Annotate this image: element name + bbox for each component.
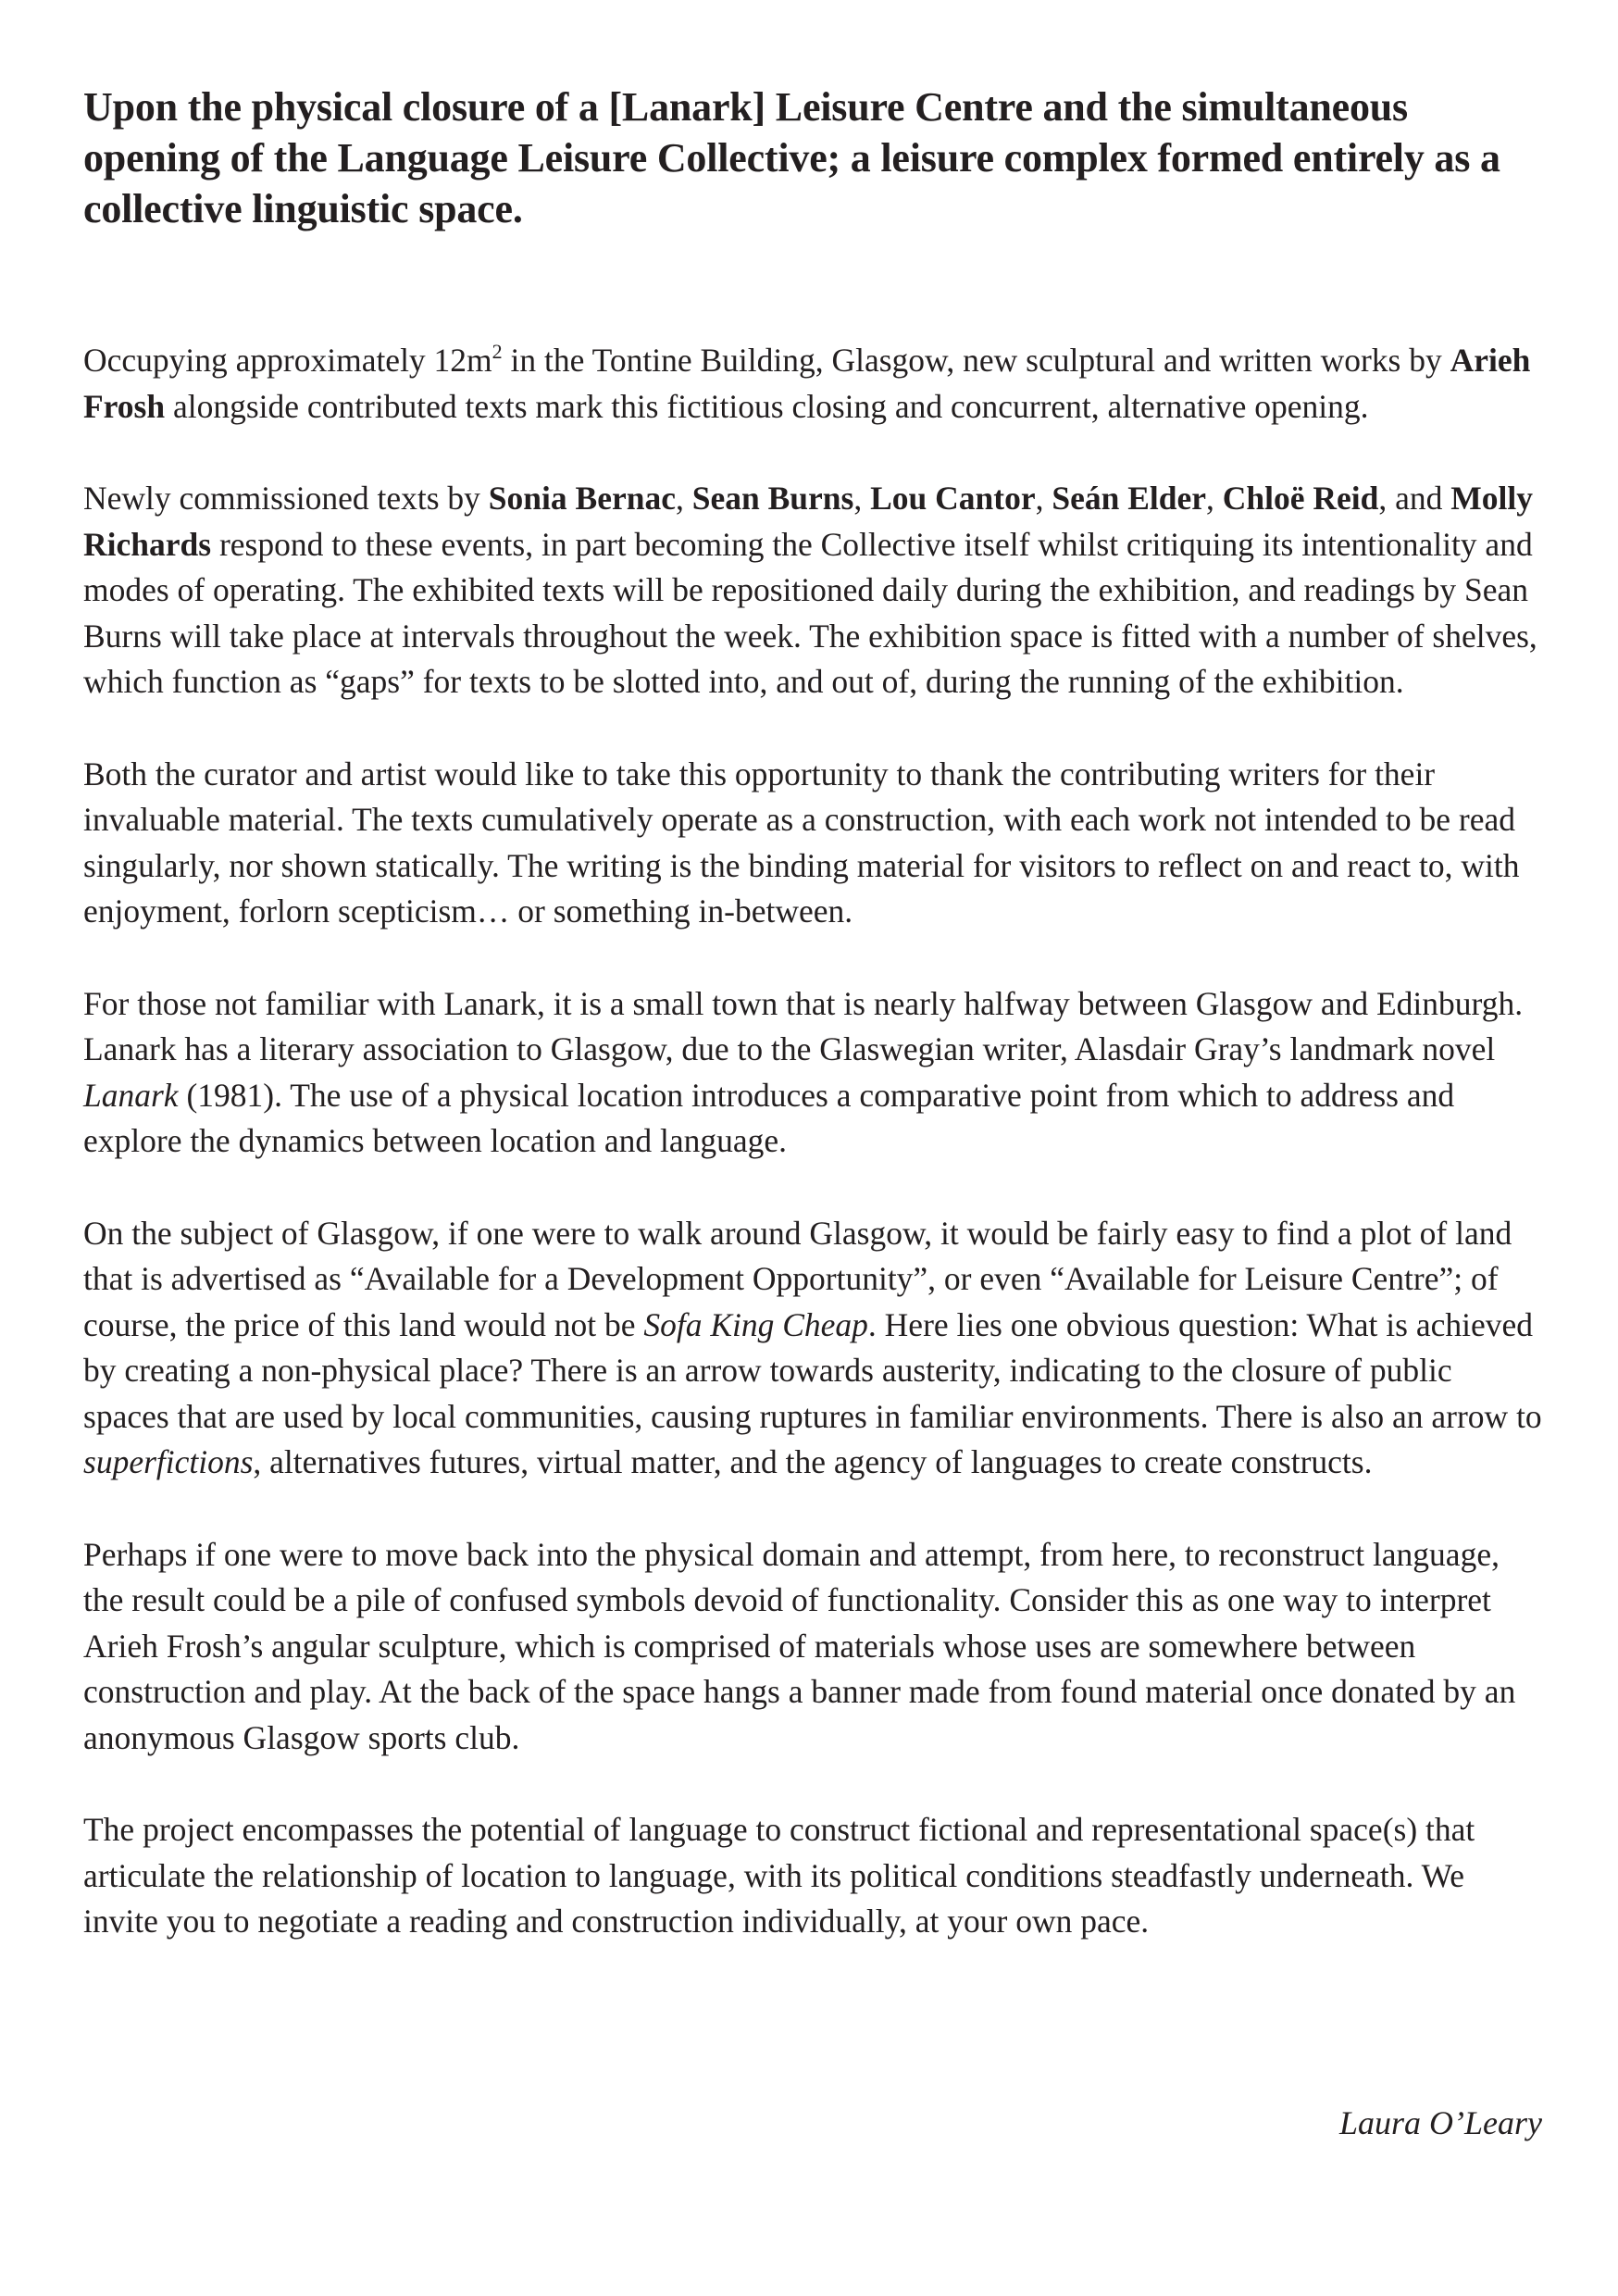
paragraph-text: For those not familiar with Lanark, it is a small town that is nearly halfway between Glasgow and Edinburgh. Lanark has a literary association to Glasgow, due to the Glaswegian writer, Alasdair Gray’s landmark novel xyxy=(83,984,1524,1067)
document-page xyxy=(83,81,1546,1991)
paragraph-text: , alternatives futures, virtual matter, and the agency of languages to create constructs. xyxy=(253,1443,1373,1480)
artist-name: Arieh Frosh xyxy=(83,342,1531,425)
paragraph-project: The project encompasses the potential of language to construct fictional and representational space(s) that articulate the relationship of location to language, with its political conditions steadfastly underneath. We invite you to negotiate a reading and construction individually, at your own pace. xyxy=(83,1811,1475,1940)
paragraph-text: alongside contributed texts mark this fictitious closing and concurrent, alternative opening. xyxy=(165,387,1369,425)
separator: , xyxy=(853,480,871,517)
author-signature: Laura O’Leary xyxy=(1338,2104,1542,2141)
novel-title: Lanark xyxy=(83,1076,179,1114)
paragraph-glasgow xyxy=(83,1211,1546,1486)
writer-name: Lou Cantor xyxy=(870,480,1036,517)
writer-name: Sonia Bernac xyxy=(488,480,676,517)
writer-name: Sean Burns xyxy=(691,480,854,517)
writer-name: Seán Elder xyxy=(1052,480,1207,517)
paragraph-text: respond to these events, in part becoming the Collective itself whilst critiquing its intentionality and modes of operating. The exhibited texts will be repositioned daily during the exhibition, and readings by Sean Burns will take place at intervals throughout the week. The exhibition space is fitted with a number of shelves, which function as “gaps” for texts to be slotted into, and out of, during the running of the exhibition. xyxy=(83,525,1537,700)
paragraph-commissioned xyxy=(83,476,1546,705)
paragraph-lanark xyxy=(83,981,1546,1165)
separator: , xyxy=(675,480,692,517)
paragraph-text: in the Tontine Building, Glasgow, new sculptural and written works by xyxy=(502,342,1450,379)
paragraph-thanks: Both the curator and artist would like to take this opportunity to thank the contributing writers for their invaluable material. The texts cumulatively operate as a construction, with each work not intended to be read singularly, nor shown statically. The writing is the binding material for visitors to reflect on and react to, with enjoyment, forlorn scepticism… or something in-between. xyxy=(83,755,1520,930)
writer-name: Chloë Reid xyxy=(1222,480,1379,517)
paragraph-text: (1981). The use of a physical location introduces a comparative point from which to address and explore the dynamics between location and language. xyxy=(83,1076,1455,1159)
paragraph-text: On the subject of Glasgow, if one were to walk around Glasgow, it would be fairly easy to find a plot of land that is advertised as “Available for a Development Opportunity”, or even “Available for Leisure Centre”; of course, the price of this land would not be xyxy=(83,1214,1512,1343)
superscript-two: 2 xyxy=(492,340,503,363)
document-title: Upon the physical closure of a [Lanark] Leisure Centre and the simultaneous opening of the Language Leisure Collective; a leisure complex formed entirely as a collective linguistic space. xyxy=(83,84,1500,231)
paragraph-sculpture: Perhaps if one were to move back into the physical domain and attempt, from here, to reconstruct language, the result could be a pile of confused symbols devoid of functionality. Consider this as one way to interpret Arieh Frosh’s angular sculpture, which is comprised of materials whose uses are somewhere between construction and play. At the back of the space hangs a banner made from found material once donated by an anonymous Glasgow sports club. xyxy=(83,1535,1516,1756)
paragraph-text: Newly commissioned texts by xyxy=(83,480,489,517)
paragraph-text: Occupying approximately 12m xyxy=(83,342,492,379)
emphasis-word: superfictions xyxy=(83,1443,254,1480)
separator: , and xyxy=(1378,480,1451,517)
separator: , xyxy=(1206,480,1223,517)
emphasis-phrase: Sofa King Cheap xyxy=(643,1305,868,1343)
document-body xyxy=(83,338,1546,1945)
separator: , xyxy=(1035,480,1052,517)
paragraph-text: . Here lies one obvious question: What is achieved by creating a non-physical place? There is an arrow towards austerity, indicating to the closure of public spaces that are used by local communities, causing ruptures in familiar environments. There is also an arrow to xyxy=(83,1305,1542,1435)
writer-name: Molly Richards xyxy=(83,480,1534,563)
paragraph-occupying xyxy=(83,338,1546,430)
